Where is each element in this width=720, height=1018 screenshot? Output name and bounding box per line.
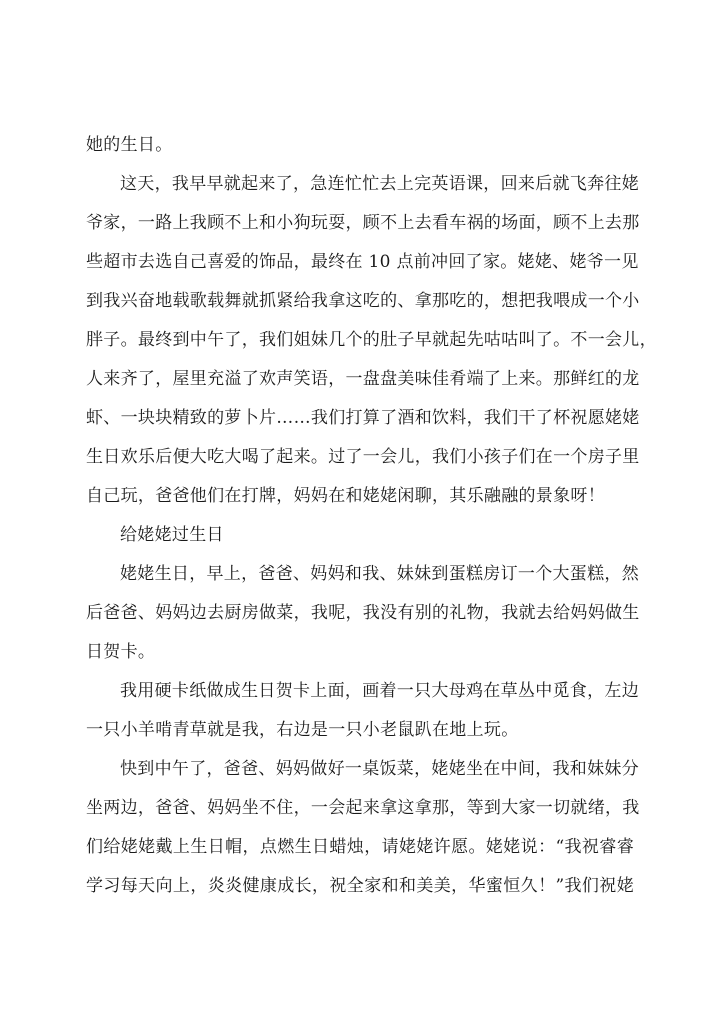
text-line: 到我兴奋地载歌载舞就抓紧给我拿这吃的、拿那吃的，想把我喂成一个小 <box>86 291 640 311</box>
section-heading: 给姥姥过生日 <box>120 525 224 545</box>
text-line: 爷家，一路上我顾不上和小狗玩耍，顾不上去看车祸的场面，顾不上去那 <box>86 213 640 233</box>
text-line: 自己玩，爸爸他们在打牌，妈妈在和姥姥闲聊，其乐融融的景象呀！ <box>86 486 605 506</box>
text-line: 生日欢乐后便大吃大喝了起来。过了一会儿，我们小孩子们在一个房子里 <box>86 447 640 467</box>
text-line: 人来齐了，屋里充溢了欢声笑语，一盘盘美味佳肴端了上来。那鲜红的龙 <box>86 369 640 389</box>
text-line: 坐两边，爸爸、妈妈坐不住，一会起来拿这拿那，等到大家一切就绪，我 <box>86 798 640 818</box>
paragraph-first-line: 快到中午了，爸爸、妈妈做好一桌饭菜，姥姥坐在中间，我和妹妹分 <box>120 759 639 779</box>
text-line: 她的生日。 <box>86 135 173 155</box>
text-line: 们给姥姥戴上生日帽，点燃生日蜡烛，请姥姥许愿。姥姥说：“我祝睿睿 <box>86 837 634 857</box>
text-line: 胖子。最终到中午了，我们姐妹几个的肚子早就起先咕咕叫了。不一会儿， <box>86 330 657 350</box>
text-line: 些超市去选自己喜爱的饰品，最终在 10 点前冲回了家。姥姥、姥爷一见 <box>86 252 639 272</box>
paragraph-first-line: 我用硬卡纸做成生日贺卡上面，画着一只大母鸡在草丛中觅食，左边 <box>120 681 639 701</box>
text-line: 一只小羊啃青草就是我，右边是一只小老鼠趴在地上玩。 <box>86 720 519 740</box>
paragraph-first-line: 姥姥生日，早上，爸爸、妈妈和我、妹妹到蛋糕房订一个大蛋糕，然 <box>120 564 639 584</box>
text-line: 日贺卡。 <box>86 642 156 662</box>
text-line: 学习每天向上，炎炎健康成长，祝全家和和美美，华蜜恒久！”我们祝姥 <box>86 876 634 896</box>
text-line: 后爸爸、妈妈边去厨房做菜，我呢，我没有别的礼物，我就去给妈妈做生 <box>86 603 640 623</box>
text-line: 虾、一块块精致的萝卜片……我们打算了酒和饮料，我们干了杯祝愿姥姥 <box>86 408 640 428</box>
paragraph-first-line: 这天，我早早就起来了，急连忙忙去上完英语课，回来后就飞奔往姥 <box>120 174 639 194</box>
